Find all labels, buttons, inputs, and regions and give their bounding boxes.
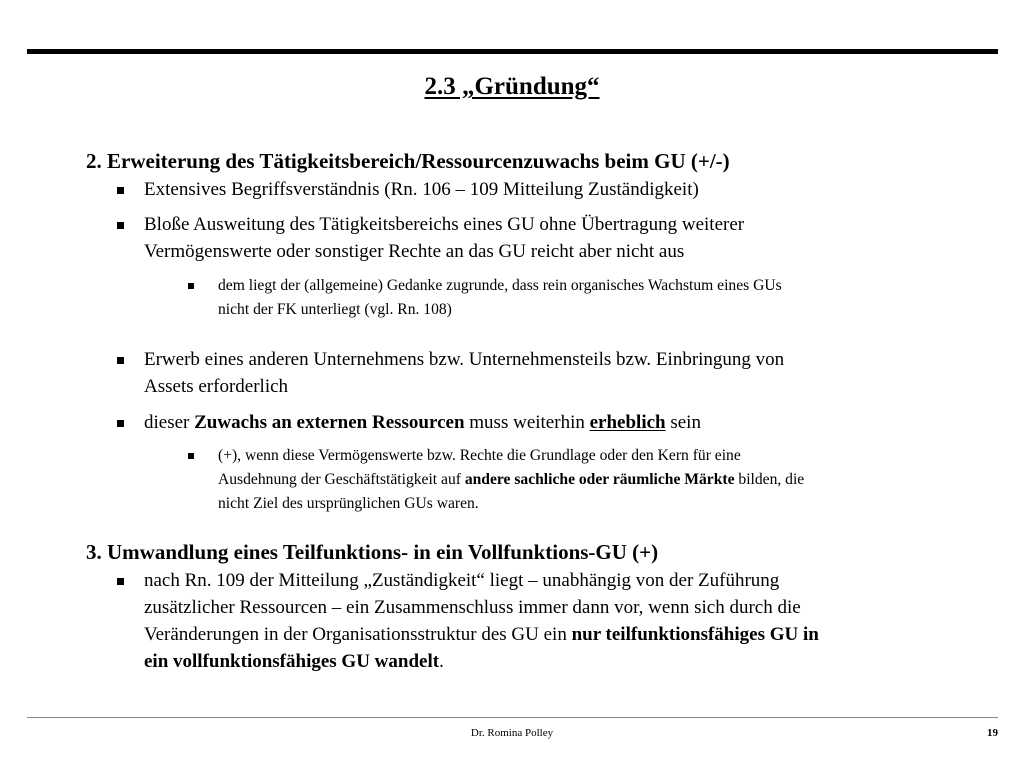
square-bullet-icon: [188, 444, 214, 468]
sub-bullet-organic: dem liegt der (allgemeine) Gedanke zugrunde, dass rein organisches Wachstum eines GUs nicht der FK unterliegt (vgl. Rn. 108): [188, 274, 988, 322]
bullet-erwerb: Erwerb eines anderen Unternehmens bzw. Unternehmensteils bzw. Einbringung von Assets erforderlich: [117, 346, 987, 400]
section-2-heading: 2. Erweiterung des Tätigkeitsbereich/Ressourcenzuwachs beim GU (+/-): [86, 149, 730, 173]
bullet-ausweitung: Bloße Ausweitung des Tätigkeitsbereichs eines GU ohne Übertragung weiterer Vermögenswerte oder sonstiger Rechte an das GU reicht aber nicht aus: [117, 211, 987, 265]
square-bullet-icon: [117, 409, 143, 436]
section-3-heading: 3. Umwandlung eines Teilfunktions- in ein Vollfunktions-GU (+): [86, 540, 659, 564]
underlined-erheblich: erheblich: [589, 412, 666, 433]
bullet-extensive: Extensives Begriffsverständnis (Rn. 106 – 109 Mitteilung Zuständigkeit): [117, 176, 987, 203]
footer-author: Dr. Romina Polley: [470, 727, 554, 739]
square-bullet-icon: [117, 176, 143, 203]
page-number: 19: [987, 727, 998, 739]
square-bullet-icon: [117, 567, 143, 594]
square-bullet-icon: [188, 274, 214, 298]
bold-zuwachs: Zuwachs an externen Ressourcen: [194, 412, 465, 433]
square-bullet-icon: [117, 346, 143, 373]
bullet-umwandlung: nach Rn. 109 der Mitteilung „Zuständigkeit“ liegt – unabhängig von der Zuführung zusätzlicher Ressourcen – ein Zusammenschluss immer dann vor, wenn sich durch die Veränderungen in der Organisationsstruktur des GU ein nur teilfunktionsfähiges GU in ein vollfunktionsfähiges GU wandelt.: [117, 567, 987, 675]
bullet-zuwachs: dieser Zuwachs an externen Ressourcen muss weiterhin erheblich sein: [117, 409, 987, 436]
slide-title: 2.3 „Gründung“: [424, 73, 600, 100]
top-rule: [27, 49, 998, 54]
sub-bullet-grundlage: (+), wenn diese Vermögenswerte bzw. Rechte die Grundlage oder den Kern für eine Ausdehnung der Geschäftstätigkeit auf andere sachliche oder räumliche Märkte bilden, die nicht Ziel des ursprünglichen GUs waren.: [188, 444, 988, 516]
bottom-rule: [27, 717, 998, 718]
square-bullet-icon: [117, 211, 143, 238]
